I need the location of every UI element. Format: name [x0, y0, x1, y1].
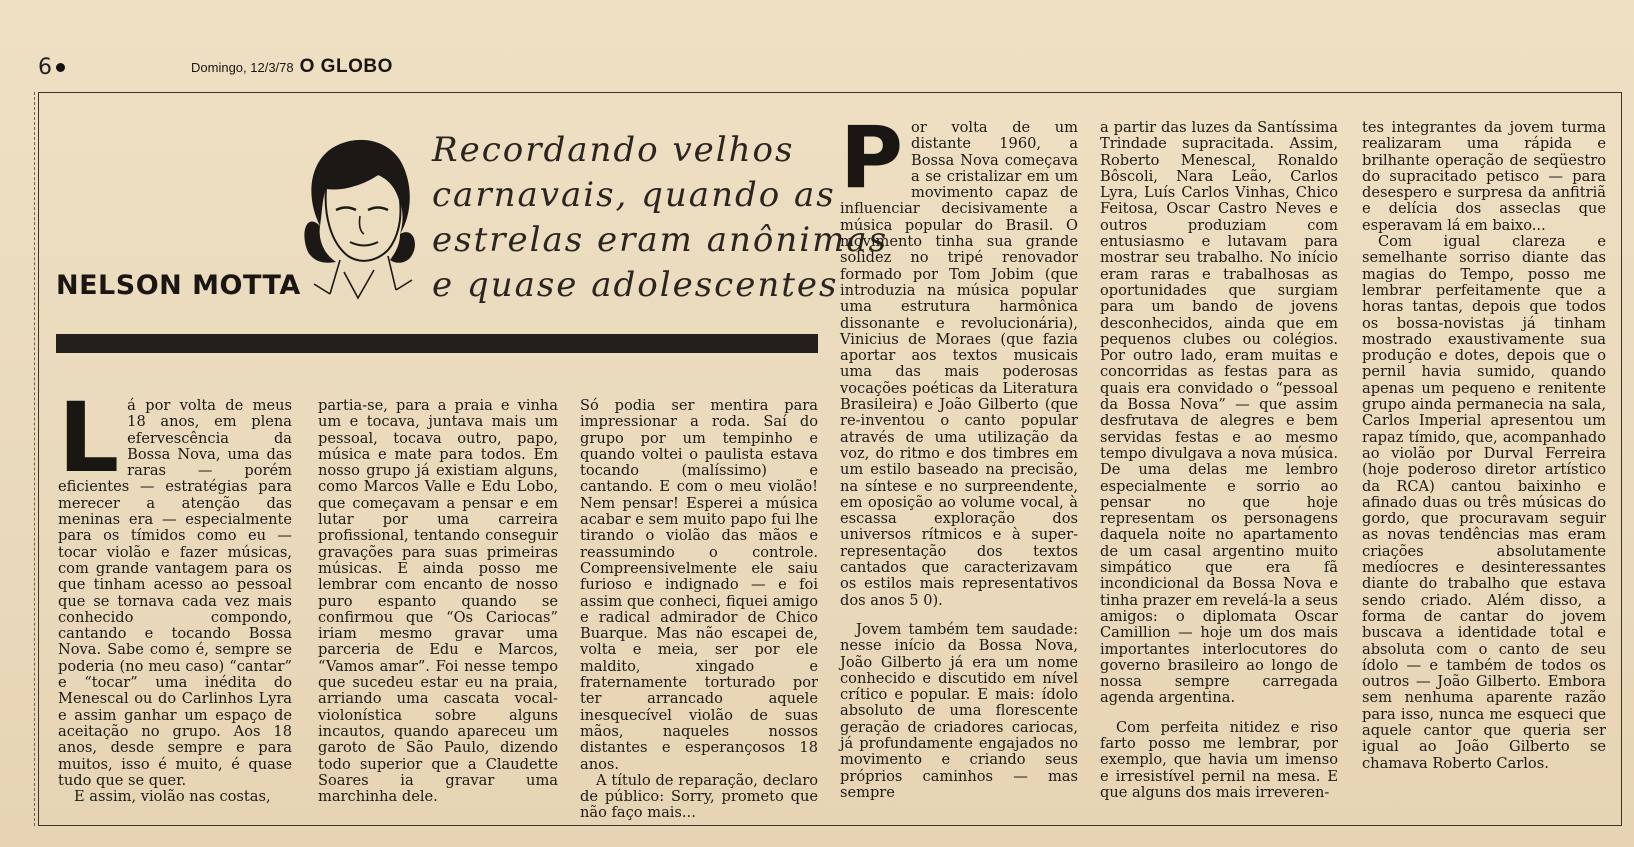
headline-line: carnavais, quando as: [432, 175, 836, 215]
paragraph: or volta de um distante 1960, a Bossa Nova começava a se cristalizar em um movimento capaz de influenciar decisivamente a música popular do Brasil. O movimento tinha sua grande solidez no tripé renovador formado por Tom Jobim (que introduzia na música popular uma estrutura harmônica dissonante e revolucionária), Vinicius de Moraes (que fazia aportar aos textos musicais uma das mais poderosas vocações poéticas da Literatura Brasileira) e João Gilberto (que re-inventou o canto popular através de uma utilização da voz, do ritmo e dos timbres em um estilo baseado na precisão, na síntese e no surpreendente, em oposição ao volume vocal, à escassa exploração dos universos rítmicos e à super-representação dos textos cantados que caracterizavam os estilos mais representativos dos anos 5 0).: [840, 119, 1078, 609]
article-column-1: [58, 382, 292, 806]
author-portrait-icon: [300, 134, 418, 302]
headline-line: Recordando velhos: [432, 130, 795, 170]
headline-line: estrelas eram anônimas: [432, 220, 889, 260]
left-dashed-border: [34, 92, 37, 826]
page-header: [38, 52, 393, 82]
paragraph: Jovem também tem saudade: nesse início da Bossa Nova, João Gilberto já era um nome conhecido e discutido em nível crítico e popular. E mais: ídolo absoluto de uma florescente geração de criadores cariocas, já profundamente engajados no movimento e criando seus próprios caminhos — mas sempre: [840, 620, 1078, 801]
article-column-4: [840, 108, 1078, 801]
divider-bar: [56, 334, 818, 353]
paragraph: tes integrantes da jovem turma realizaram uma rápida e brilhante operação de seqüestro do supracitado petisco — para desespero e surpresa da anfitriã e delícia dos asseclas que esperavam lá em baixo...: [1362, 119, 1606, 234]
paragraph: Com perfeita nitidez e riso farto posso me lembrar, por exemplo, que havia um imenso e irresistível pernil na mesa. E que alguns dos mais irreveren-: [1100, 718, 1338, 801]
paragraph: Só podia ser mentira para impressionar a roda. Saí do grupo por um tempinho e quando voltei o paulista estava tocando (malíssimo) e cantando. E com o meu violão! Nem pensar! Esperei a música acabar e sem muito papo fui lhe tirando o violão das mãos e reassumindo o controle. Compreensivelmente ele saiu furioso e indignado — e foi assim que conheci, fiquei amigo e radical admirador de Chico Buarque. Mas não escapei de, volta e meia, ser por ele maldito, xingado e fraternamente torturado por ter arrancado aquele inesquecível violão de suas mãos, naqueles nossos distantes e esperançosos 18 anos.: [580, 397, 818, 773]
paragraph: A título de reparação, declaro de público: Sorry, prometo que não faço mais...: [580, 771, 818, 822]
paragraph: E assim, violão nas costas,: [74, 788, 271, 806]
bullet-icon: [56, 63, 65, 72]
paragraph: Com igual clareza e semelhante sorriso diante das magias do Tempo, posso me lembrar perfeitamente que a horas tantas, depois que todos os bossa-novistas já tinham mostrado exaustivamente sua produção e dotes, depois que o pernil havia sumido, quando apenas um pequeno e renitente grupo ainda permanecia na sala, Carlos Imperial apresentou um rapaz tímido, que, acompanhado ao violão por Durval Ferreira (hoje poderoso diretor artístico da RCA) cantou baixinho e afinado duas ou três músicas do gordo, que procuravam seguir as novas tendências mas eram criações absolutamente medíocres e desinteressantes diante do trabalho que estava sendo criado. Além disso, a forma de cantar do jovem buscava a identidade total e absoluta com o canto de seu ídolo — e também de todos os outros — João Gilberto. Embora sem nenhuma aparente razão para isso, nunca me esqueci que aquele cantor que queria ser igual ao João Gilberto se chamava Roberto Carlos.: [1362, 233, 1606, 772]
article-column-2: [318, 398, 558, 805]
page-number: 6: [38, 54, 52, 80]
drop-cap: P: [840, 108, 904, 208]
article-column-3: [580, 398, 818, 822]
paragraph: á por volta de meus 18 anos, em plena efervescência da Bossa Nova, uma das raras — porém eficientes — estratégias para merecer a atenção das meninas era — especialmente para os tímidos como eu — tocar violão e fazer músicas, com grande vantagem para os que tinham acesso ao pessoal que se tornava cada vez mais conhecido compondo, cantando e tocando Bossa Nova. Sabe como é, sempre se poderia (no meu caso) “cantar” e “tocar” uma inédita do Menescal ou do Carlinhos Lyra e assim ganhar um espaço de aceitação no grupo. Aos 18 anos, desde sempre e para muitos, isso é muito, é quase tudo que se quer.: [58, 397, 292, 789]
article-column-6: [1362, 120, 1606, 772]
article-column-5: [1100, 120, 1338, 801]
author-byline: NELSON MOTTA: [56, 270, 301, 301]
masthead: O GLOBO: [299, 56, 393, 77]
issue-date: Domingo, 12/3/78: [191, 59, 294, 75]
paragraph: partia-se, para a praia e vinha um e tocava, juntava mais um pessoal, tocava outro, papo, música e mate para todos. Em nosso grupo já existiam alguns, como Marcos Valle e Edu Lobo, que começavam a pensar e em lutar por uma carreira profissional, tentando conseguir gravações para suas primeiras músicas. E ainda posso me lembrar com encanto de nosso puro espanto quando se confirmou que “Os Cariocas” iriam mesmo gravar uma parceria de Edu e Marcos, “Vamos amar”. Foi nesse tempo que sucedeu estar eu na praia, arriando uma cascata vocal-violonística sobre alguns incautos, quando apareceu um garoto de São Paulo, dizendo todo superior que a Claudette Soares ia gravar uma marchinha dele.: [318, 397, 558, 806]
drop-cap: L: [58, 382, 120, 494]
headline-line: e quase adolescentes: [432, 265, 839, 305]
headline: [432, 128, 889, 308]
paragraph: a partir das luzes da Santíssima Trindade supracitada. Assim, Roberto Menescal, Ronaldo Bôscoli, Nara Leão, Carlos Lyra, Luís Carlos Vinhas, Chico Feitosa, Oscar Castro Neves e outros produziam com entusiasmo e lutavam para mostrar seu trabalho. No início eram raras e trabalhosas as oportunidades que surgiam para um bando de jovens desconhecidos, ainda que em pequenos clubes ou colégios. Por outro lado, eram muitas e concorridas as festas para as quais era convidado o “pessoal da Bossa Nova” — que assim desfrutava de alegres e bem servidas festas e ao mesmo tempo divulgava a nova música. De uma delas me lembro especialmente e sorrio ao pensar no que hoje representam os personagens daquela noite no apartamento de um casal argentino muito simpático que era fã incondicional da Bossa Nova e tinha prazer em revelá-la a seus amigos: o diplomata Oscar Camillion — hoje um dos mais importantes interlocutores do governo brasileiro ao longo de nossa sempre carregada agenda argentina.: [1100, 119, 1338, 707]
